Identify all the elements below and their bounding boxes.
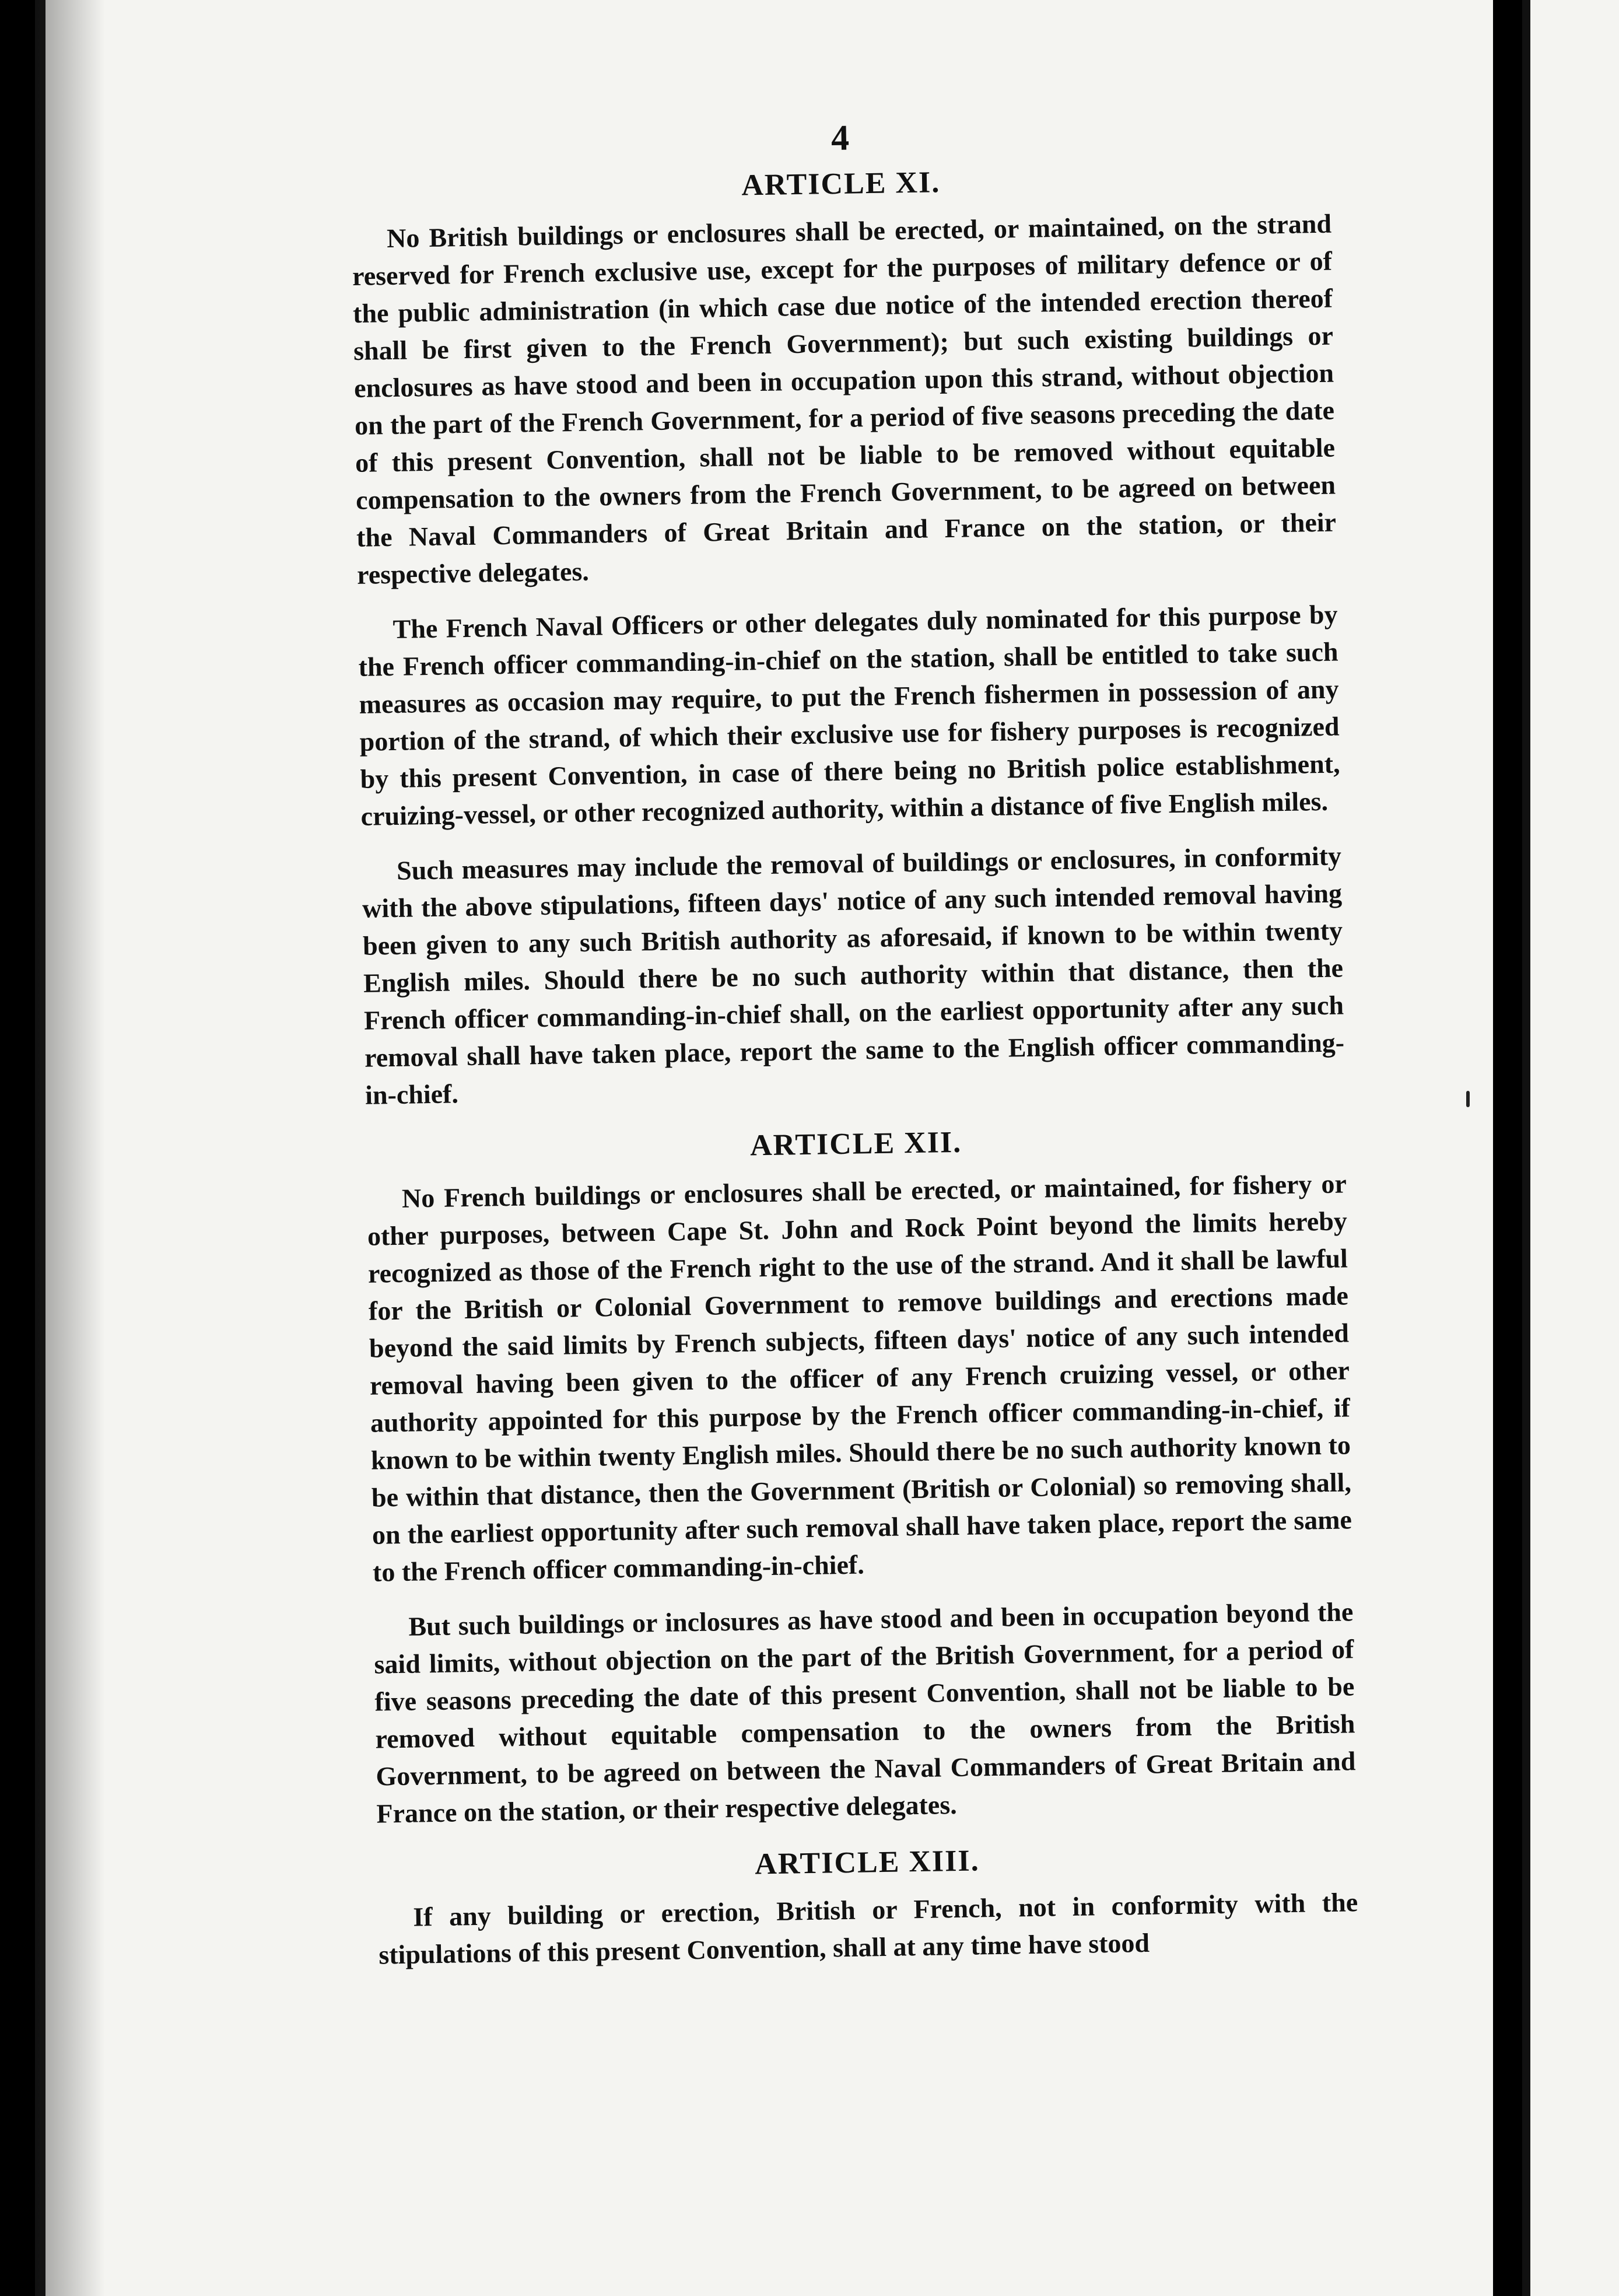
paragraph: No French buildings or enclosures shall be erected, or maintained, for fishery or other purposes, between Cape St. John and Rock Point beyond the limits hereby recognized as those of the French right to the use of the strand. And it shall be lawful for the British or Colonial Government to remove buildings and erections made beyond the said limits by French subjects, fifteen days' notice of any such intended removal having been given to the officer of any French cruizing vessel, or other authority appointed for this purpose by the French officer commanding-in-chief, if known to be within twenty English miles. Should there be no such authority known to be within that distance, then the Government (British or Colonial) so removing shall, on the earliest opportunity after such removal shall have taken place, report the same to the French officer commanding-in-chief. (367, 1168, 1352, 1587)
article-heading: ARTICLE XII. (749, 1125, 962, 1163)
page-text (350, 107, 1359, 1992)
article-heading: ARTICLE XI. (741, 166, 941, 202)
adjacent-page-edge (1522, 0, 1619, 2296)
page-number: 4 (830, 118, 850, 159)
paragraph: Such measures may include the removal of buildings or enclosures, in conformity with the above stipulations, fifteen days' notice of any such intended removal having been given to any such British authority as aforesaid, if known to be within twenty English miles. Should there be no such authority within that distance, then the French officer commanding-in-chief shall, on the earliest opportunity after any such removal shall have taken place, report the same to the English officer commanding-in-chief. (362, 841, 1345, 1110)
article-heading: ARTICLE XIII. (754, 1844, 980, 1881)
article-xii (366, 1116, 1357, 1832)
paragraph: If any building or erection, British or French, not in conformity with the stipulations of this present Convention, shall at any time have stood (378, 1887, 1358, 1970)
ink-mark (1466, 1091, 1470, 1107)
paragraph: No British buildings or enclosures shall be erected, or maintained, on the strand reserved for French exclusive use, except for the purposes of military defence or of the public administration (in which case due notice of the intended erection thereof shall be first given to the French Government); but such existing buildings or enclosures as have stood and been in occupation upon this strand, without objection on the part of the French Government, for a period of five seasons preceding the date of this present Convention, shall not be liable to be removed without equitable compensation to the owners from the French Government, to be agreed on between the Naval Commanders of Great Britain and France on the station, or their respective delegates. (352, 208, 1337, 590)
paragraph: The French Naval Officers or other delegates duly nominated for this purpose by the French officer commanding-in-chief on the station, shall be entitled to take such measures as occasion may require, to put the French fishermen in possession of any portion of the strand, of which their exclusive use for fishery purposes is recognized by this present Convention, in case of there being no British police establishment, cruizing-vessel, or other recognized authority, within a distance of five English miles. (358, 599, 1340, 831)
article-xi (351, 156, 1345, 1114)
article-xiii (377, 1835, 1359, 1973)
page-edge-shadow (35, 0, 105, 2296)
paragraph: But such buildings or inclosures as have stood and been in occupation beyond the said limits, without objection on the part of the British Government, for a period of five seasons preceding the date of this present Convention, shall not be liable to be removed without equitable compensation to the owners from the British Government, to be agreed on between the Naval Commanders of Great Britain and France on the station, or their respective delegates. (374, 1597, 1356, 1829)
